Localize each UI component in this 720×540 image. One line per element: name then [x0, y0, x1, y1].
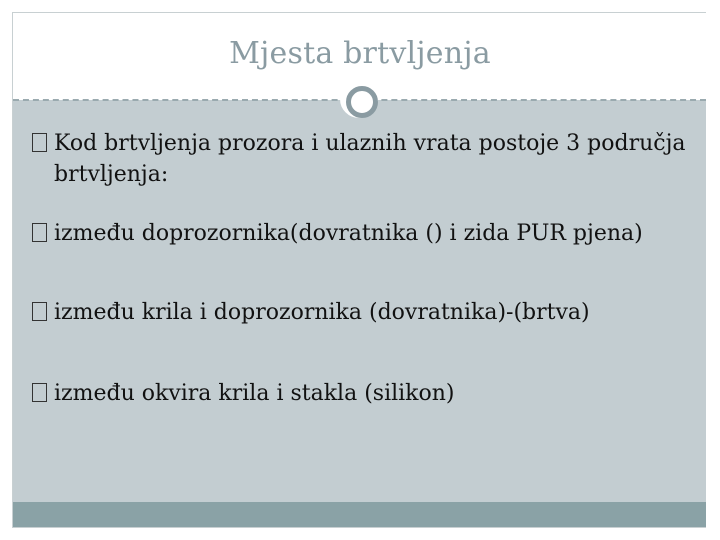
- list-item: [32, 218, 692, 249]
- divider-ring: [346, 86, 378, 118]
- footer-band: [13, 502, 706, 527]
- bullet-icon: [32, 133, 47, 152]
- list-item: [32, 128, 692, 190]
- list-item: [32, 378, 692, 409]
- bullet-icon: [32, 383, 47, 402]
- list-item-text: između okvira krila i stakla (silikon): [54, 381, 455, 406]
- list-item-text: Kod brtvljenja prozora i ulaznih vrata postoje 3 područja brtvljenja:: [54, 131, 686, 187]
- divider-circle-icon: [340, 80, 378, 118]
- bullet-list: [32, 128, 692, 409]
- list-item-text: između krila i doprozornika (dovratnika)-(brtva): [54, 300, 590, 325]
- bullet-icon: [32, 223, 47, 242]
- bullet-icon: [32, 302, 47, 321]
- list-item: [32, 297, 692, 328]
- slide-title: Mjesta brtvljenja: [229, 36, 491, 71]
- list-item-text: između doprozornika(dovratnika () i zida PUR pjena): [54, 221, 643, 246]
